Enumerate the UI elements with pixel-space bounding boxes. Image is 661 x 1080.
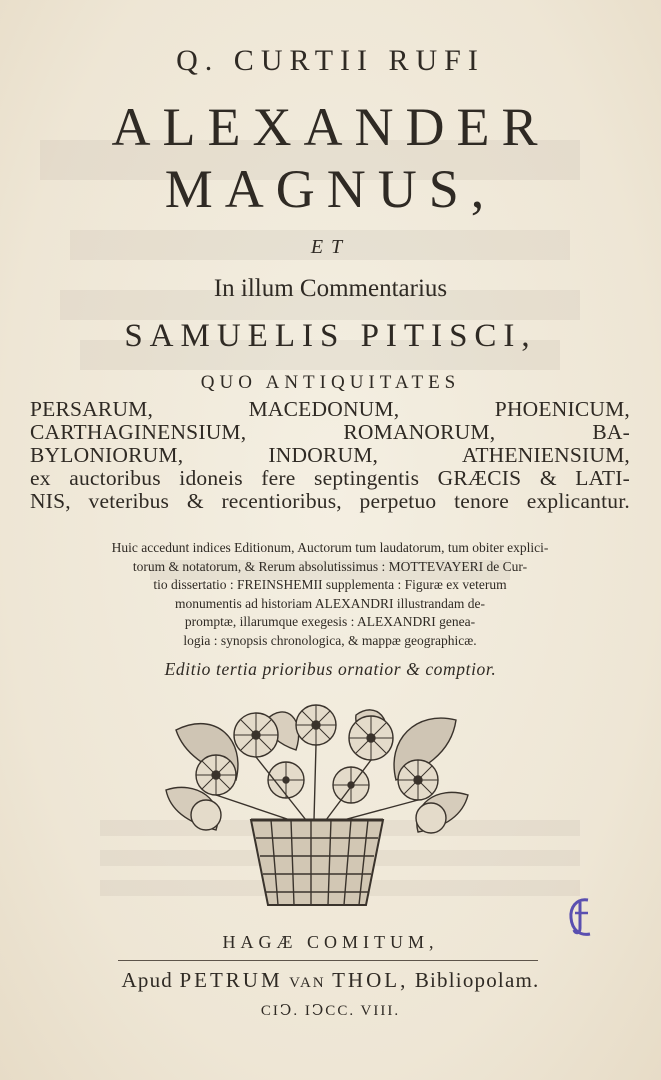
edition-line: Editio tertia prioribus ornatior & comptior. <box>164 659 497 679</box>
accedunt-line-6: logia : synopsis chronologica, & mappæ geographicæ. <box>183 632 477 648</box>
title-line-1: ALEXANDER <box>111 97 550 157</box>
accedunt-line-3: tio dissertatio : FREINSHEMII supplementa : Figuræ ex veterum <box>153 577 507 592</box>
accedunt-line-1: Huic accedunt indices Editionum, Auctorum tum laudatorum, tum obiter explici- <box>111 540 549 555</box>
peoples-line-2: CARTHAGINENSIUM, ROMANORUM, BA- <box>30 420 630 444</box>
imprint-apud: Apud <box>121 968 173 992</box>
peoples-line-5: NIS, veteribus & recentioribus, perpetuo tenore explicantur. <box>30 489 630 513</box>
quo-line: QUO ANTIQUITATES <box>200 372 461 393</box>
year-line: CIↃ. IↃCC. VIII. <box>260 1003 401 1019</box>
author-line: Q. CURTII RUFI <box>176 44 485 77</box>
imprint-rule <box>118 960 538 961</box>
peoples-line-1: PERSARUM, MACEDONUM, PHOENICUM, <box>30 397 630 421</box>
accedunt-line-2: torum & notatorum, & Rerum absolutissimus : MOTTEVAYERI de Cur- <box>132 558 528 574</box>
title-line-2: MAGNUS, <box>164 159 497 219</box>
place-line: HAGÆ COMITUM, <box>222 932 439 952</box>
flower-basket-woodcut <box>156 700 478 912</box>
peoples-paragraph <box>30 398 630 513</box>
accedunt-paragraph <box>38 539 622 650</box>
imprint-line <box>0 968 661 993</box>
printer-first-name: PETRUM <box>179 968 283 992</box>
et-line: ET <box>310 236 351 258</box>
commentator-line: SAMUELIS PITISCI, <box>124 318 537 354</box>
printer-van: VAN <box>289 975 326 991</box>
peoples-line-4: ex auctoribus idoneis fere septingentis GRÆCIS & LATI- <box>30 466 630 490</box>
printer-last-name: THOL, <box>332 968 409 992</box>
bibliopolam-text: Bibliopolam. <box>414 968 540 992</box>
in-illum-line: In illum Commentarius <box>213 275 448 302</box>
accedunt-line-4: monumentis ad historiam ALEXANDRI illustrandam de- <box>174 595 486 611</box>
accedunt-line-5: promptæ, illarumque exegesis : ALEXANDRI genea- <box>184 614 476 629</box>
peoples-line-3: BYLONIORUM, INDORUM, ATHENIENSIUM, <box>30 443 630 467</box>
